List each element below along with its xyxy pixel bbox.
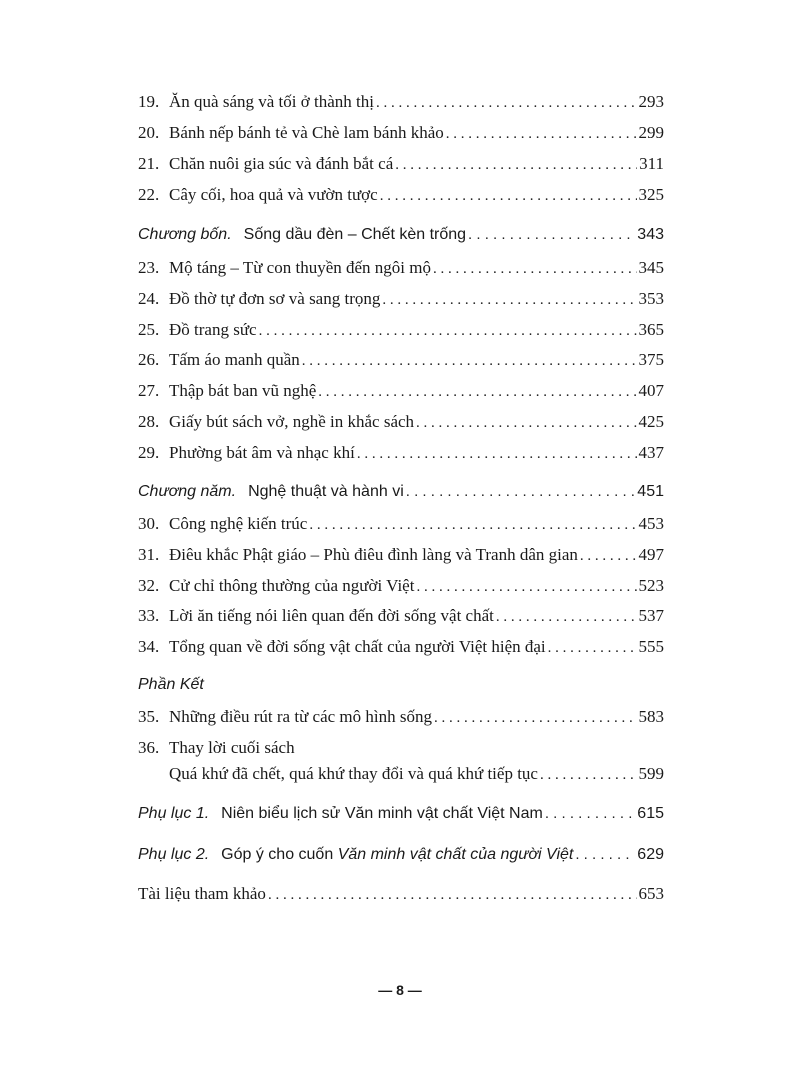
leader-dots (496, 609, 637, 626)
toc-entry[interactable] (138, 707, 664, 731)
entry-title: Công nghệ kiến trúc (169, 514, 308, 533)
entry-page: 311 (639, 154, 664, 173)
page-number: — 8 — (378, 982, 422, 998)
appendix-heading[interactable] (138, 846, 664, 870)
entry-title: Bánh nếp bánh tẻ và Chè lam bánh khảo (169, 123, 444, 142)
entry-number: 27. (138, 381, 160, 400)
appendix-label: Phụ lục 2. (138, 846, 210, 863)
entry-title: Cử chỉ thông thường của người Việt (169, 576, 415, 595)
entry-number: 33. (138, 606, 160, 625)
entry-page: 325 (638, 185, 664, 204)
appendix-title (221, 846, 573, 864)
chapter-heading[interactable] (138, 483, 664, 507)
leader-dots (416, 415, 636, 432)
toc-entry[interactable] (138, 381, 664, 405)
entry-page: 537 (638, 606, 664, 625)
toc-entry[interactable] (138, 606, 664, 630)
leader-dots (357, 446, 637, 463)
appendix-label: Phụ lục 1. (138, 805, 210, 822)
leader-dots (468, 226, 635, 243)
toc-entry[interactable] (138, 258, 664, 282)
entry-page: 293 (638, 92, 664, 111)
leader-dots (380, 188, 637, 205)
entry-page: 425 (638, 412, 664, 431)
leader-dots (580, 548, 637, 565)
entry-title: Giấy bút sách vở, nghề in khắc sách (169, 412, 415, 431)
entry-page: 365 (638, 320, 664, 339)
leader-dots (309, 517, 636, 534)
entry-title: Đồ trang sức (169, 320, 257, 339)
chapter-title: Nghệ thuật và hành vi (248, 483, 404, 500)
toc-entry[interactable] (138, 443, 664, 467)
entry-number: 23. (138, 258, 160, 277)
entry-number: 34. (138, 637, 160, 656)
entry-page: 375 (638, 350, 664, 369)
entry-number: 36. (138, 738, 160, 757)
entry-title: Lời ăn tiếng nói liên quan đến đời sống vật chất (169, 606, 494, 625)
toc-entry[interactable] (138, 350, 664, 374)
entry-page: 555 (638, 637, 664, 656)
entry-number: 35. (138, 707, 160, 726)
toc-entry[interactable] (138, 289, 664, 313)
appendix-heading[interactable] (138, 805, 664, 829)
entry-page: 453 (638, 514, 664, 533)
entry-number: 29. (138, 443, 160, 462)
toc-entry[interactable] (138, 154, 664, 178)
toc-entry[interactable] (138, 123, 664, 147)
leader-dots (259, 323, 637, 340)
entry-page: 407 (638, 381, 664, 400)
references-entry[interactable] (138, 884, 664, 908)
leader-dots (545, 805, 635, 822)
toc-entry-36-subtitle[interactable] (169, 764, 664, 788)
entry-title: Tổng quan về đời sống vật chất của người Việt hiện đại (169, 637, 546, 656)
entry-title: Tấm áo manh quần (169, 350, 300, 369)
entry-number: 22. (138, 185, 160, 204)
toc-entry-36[interactable] (138, 738, 664, 762)
toc-entry[interactable] (138, 185, 664, 209)
entry-page: 437 (638, 443, 664, 462)
entry-number: 26. (138, 350, 160, 369)
entry-title: Ăn quà sáng và tối ở thành thị (169, 92, 374, 111)
entry-title: Thay lời cuối sách (169, 738, 295, 757)
entry-page: 345 (638, 258, 664, 277)
entry-number: 20. (138, 123, 160, 142)
entry-page: 599 (638, 764, 664, 783)
leader-dots (376, 95, 637, 112)
toc-entry[interactable] (138, 545, 664, 569)
entry-page: 583 (638, 707, 664, 726)
leader-dots (395, 157, 637, 174)
leader-dots (382, 292, 636, 309)
entry-number: 19. (138, 92, 160, 111)
entry-page: 299 (638, 123, 664, 142)
leader-dots (302, 353, 637, 370)
toc-entry[interactable] (138, 576, 664, 600)
entry-number: 25. (138, 320, 160, 339)
entry-title: Điêu khắc Phật giáo – Phù điêu đình làng và Tranh dân gian (169, 545, 578, 564)
references-page: 653 (638, 884, 664, 903)
entry-number: 24. (138, 289, 160, 308)
references-title: Tài liệu tham khảo (138, 884, 266, 903)
entry-number: 30. (138, 514, 160, 533)
toc-entry[interactable] (138, 637, 664, 661)
entry-title: Đồ thờ tự đơn sơ và sang trọng (169, 289, 381, 308)
entry-number: 32. (138, 576, 160, 595)
leader-dots (433, 261, 637, 278)
leader-dots (268, 887, 637, 904)
chapter-title: Sống dầu đèn – Chết kèn trống (243, 226, 467, 243)
appendix-title: Niên biểu lịch sử Văn minh vật chất Việt Nam (221, 805, 543, 822)
entry-page: 353 (638, 289, 664, 308)
toc-entry[interactable] (138, 412, 664, 436)
entry-title: Mộ táng – Từ con thuyền đến ngôi mộ (169, 258, 431, 277)
leader-dots (540, 767, 637, 784)
toc-entry[interactable] (138, 92, 664, 116)
chapter-page: 451 (637, 483, 664, 500)
toc-entry[interactable] (138, 514, 664, 538)
entry-title: Những điều rút ra từ các mô hình sống (169, 707, 432, 726)
appendix-page: 629 (637, 846, 664, 863)
toc-entry[interactable] (138, 320, 664, 344)
entry-number: 28. (138, 412, 160, 431)
part-heading[interactable]: Phần Kết (138, 676, 204, 693)
entry-subtitle: Quá khứ đã chết, quá khứ thay đổi và quá khứ tiếp tục (169, 764, 538, 783)
entry-number: 21. (138, 154, 160, 173)
leader-dots (416, 579, 636, 596)
leader-dots (406, 483, 636, 500)
leader-dots (434, 710, 637, 727)
entry-title: Phường bát âm và nhạc khí (169, 443, 355, 462)
entry-title: Cây cối, hoa quả và vườn tược (169, 185, 378, 204)
entry-number: 31. (138, 545, 160, 564)
chapter-label: Chương bốn. (138, 226, 232, 243)
entry-page: 497 (638, 545, 664, 564)
entry-page: 523 (638, 576, 664, 595)
appendix-page: 615 (637, 805, 664, 822)
chapter-heading[interactable] (138, 226, 664, 250)
leader-dots (318, 384, 636, 401)
leader-dots (446, 126, 637, 143)
leader-dots (548, 640, 637, 657)
leader-dots (575, 846, 635, 863)
appendix-title-book: Văn minh vật chất của người Việt (337, 846, 574, 863)
appendix-title-prefix: Góp ý cho cuốn (221, 846, 334, 863)
entry-title: Chăn nuôi gia súc và đánh bắt cá (169, 154, 394, 173)
entry-title: Thập bát ban vũ nghệ (169, 381, 317, 400)
chapter-label: Chương năm. (138, 483, 237, 500)
chapter-page: 343 (637, 226, 664, 243)
